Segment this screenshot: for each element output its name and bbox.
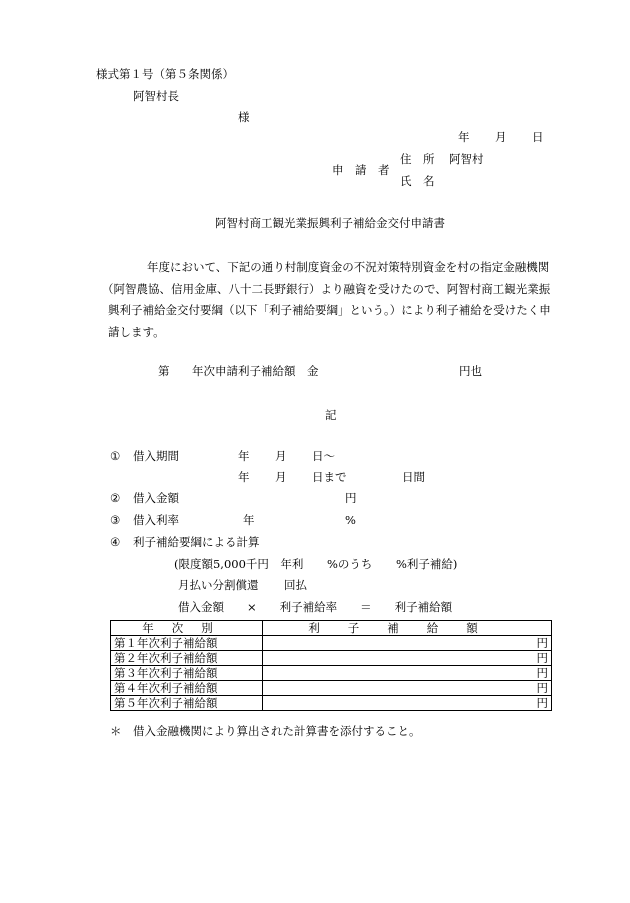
- body-line-3: 興利子補給金交付要綱（以下「利子補給要綱」という。）により利子補給を受けたく申: [108, 303, 551, 317]
- date-month: 月: [495, 130, 507, 144]
- body-line-2: （阿智農協、信用金庫、八十二長野銀行）より融資を受けたので、阿智村商工観光業振: [102, 282, 551, 296]
- row-label: 第２年次利子補給額: [111, 651, 263, 666]
- table-row: [111, 696, 552, 711]
- item-1-day-to: 日まで: [312, 470, 347, 484]
- address-value: 阿智村: [449, 152, 484, 166]
- row-label: 第３年次利子補給額: [111, 666, 263, 681]
- row-label: 第１年次利子補給額: [111, 636, 263, 651]
- item-3-percent: %: [345, 513, 356, 527]
- calc-limit: (限度額5,000千円 年利: [174, 557, 304, 571]
- addressee: 阿智村長: [133, 89, 179, 103]
- item-4-label: 利子補給要綱による計算: [133, 535, 260, 549]
- item-1-day-from: 日～: [312, 449, 335, 463]
- item-2-number: ②: [110, 491, 121, 505]
- table-row: [111, 651, 552, 666]
- table-row: [111, 681, 552, 696]
- calc-percent-of: %のうち: [327, 557, 373, 571]
- attachment-note: ＊ 借入金融機関により算出された計算書を添付すること。: [110, 724, 421, 738]
- item-3-number: ③: [110, 513, 121, 527]
- body-line-1: 年度において、下記の通り村制度資金の不況対策特別資金を村の指定金融機関: [124, 260, 550, 274]
- item-4-number: ④: [110, 535, 121, 549]
- item-3-year: 年: [243, 513, 255, 527]
- header-year: 年次別: [111, 621, 263, 636]
- date-day: 日: [532, 130, 544, 144]
- calc-kaibarai: 回払: [284, 578, 307, 592]
- item-1-month-from: 月: [275, 449, 287, 463]
- item-1-month-to: 月: [275, 470, 287, 484]
- row-unit: 円: [263, 651, 552, 666]
- request-yen: 円也: [459, 364, 482, 378]
- header-amount: 利子補給額: [263, 621, 552, 636]
- item-1-year-to: 年: [238, 470, 250, 484]
- row-unit: 円: [263, 636, 552, 651]
- body-line-4: 請します。: [108, 325, 165, 339]
- ki-heading: 記: [325, 408, 337, 422]
- item-1-label: 借入期間: [133, 449, 179, 463]
- table-header-row: [111, 621, 552, 636]
- calc-formula: 借入金額 × 利子補給率 ＝ 利子補給額: [178, 600, 453, 614]
- document-title: 阿智村商工観光業振興利子補給金交付申請書: [215, 216, 445, 230]
- request-label: 年次申請利子補給額 金: [192, 364, 319, 378]
- item-3-label: 借入利率: [133, 513, 179, 527]
- table-row: [111, 636, 552, 651]
- calc-monthly: 月払い分割償還: [178, 578, 259, 592]
- row-label: 第５年次利子補給額: [111, 696, 263, 711]
- subsidy-table: [110, 620, 552, 711]
- name-label: 氏 名: [400, 174, 435, 188]
- honorific: 様: [238, 110, 250, 124]
- address-label: 住 所: [400, 152, 435, 166]
- row-unit: 円: [263, 696, 552, 711]
- item-2-label: 借入金額: [133, 491, 179, 505]
- request-dai: 第: [158, 364, 170, 378]
- row-label: 第４年次利子補給額: [111, 681, 263, 696]
- date-year: 年: [458, 130, 470, 144]
- item-1-number: ①: [110, 449, 121, 463]
- row-unit: 円: [263, 666, 552, 681]
- item-2-yen: 円: [345, 491, 357, 505]
- row-unit: 円: [263, 681, 552, 696]
- item-1-days: 日間: [402, 470, 425, 484]
- item-1-year-from: 年: [238, 449, 250, 463]
- applicant-label: 申 請 者: [332, 163, 390, 177]
- table-row: [111, 666, 552, 681]
- form-number: 様式第１号（第５条関係）: [96, 67, 234, 81]
- calc-percent-subsidy: %利子補給): [396, 557, 458, 571]
